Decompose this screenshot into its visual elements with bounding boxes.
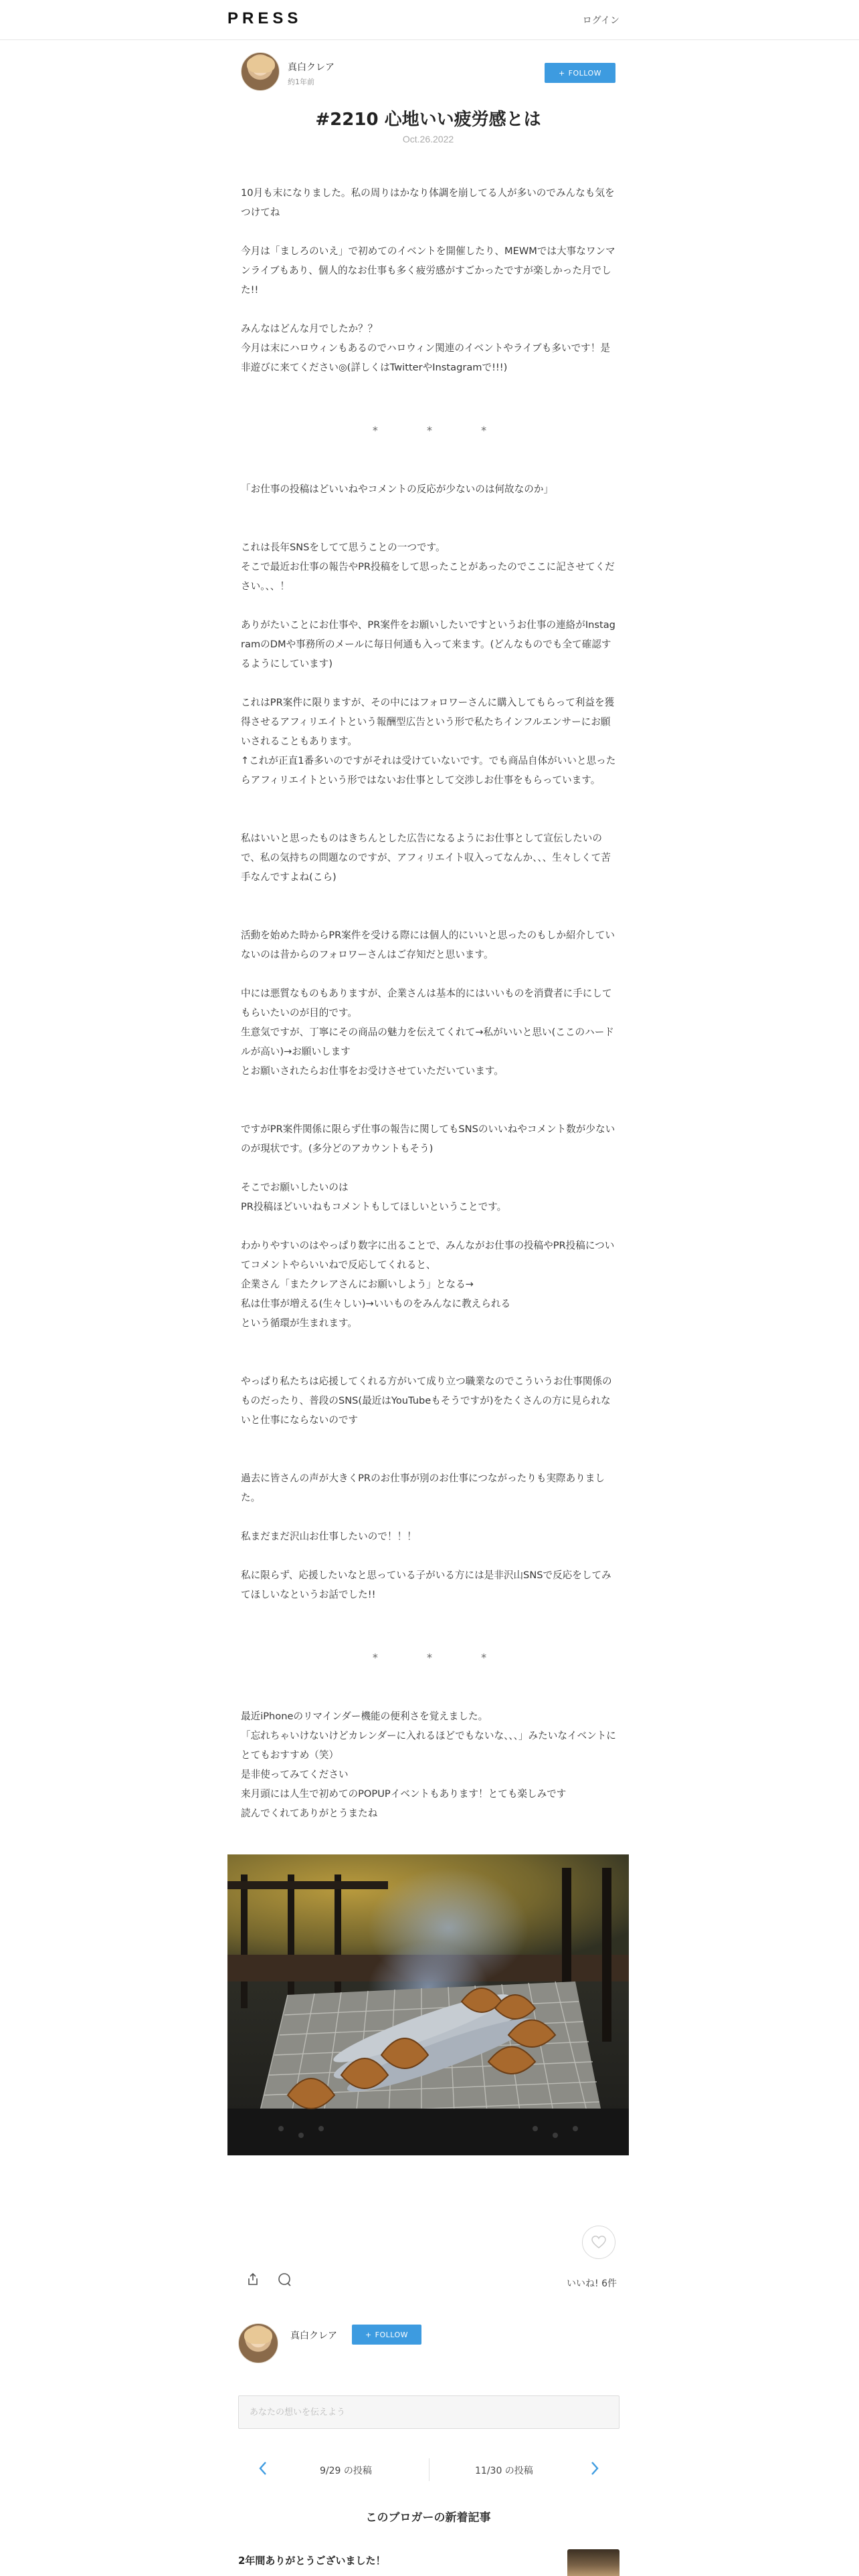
article-paragraph: 私まだまだ沢山お仕事したいので！！！ xyxy=(241,1531,417,1542)
article-paragraph: ですがPR案件関係に限らず仕事の報告に関してもSNSのいいねやコメント数が少ないのが現状です。(多分どのアカウントもそう) xyxy=(241,1123,615,1154)
author-name[interactable]: 真白クレア xyxy=(288,62,335,73)
article-paragraph: 10月も末になりました。私の周りはかなり体調を崩してる人が多いのでみんなも気をつけてね xyxy=(241,187,615,218)
author-name[interactable]: 真白クレア xyxy=(290,2331,337,2341)
chevron-left-icon[interactable] xyxy=(258,2461,268,2478)
recent-post-thumbnail[interactable] xyxy=(567,2549,619,2576)
article-paragraph: 私はいいと思ったものはきちんとした広告になるようにお仕事として宣伝したいので、私の気持ちの問題なのですが、アフィリエイト収入ってなんか、、、生々しくて苦手なんですよね(こら) xyxy=(241,833,611,883)
comment-icon[interactable] xyxy=(277,2272,292,2290)
heart-icon xyxy=(591,2236,606,2249)
pager-divider xyxy=(429,2458,430,2481)
footer-author xyxy=(238,2323,626,2366)
plus-icon: + xyxy=(558,68,565,78)
recent-post-title[interactable]: 2年間ありがとうございました！ xyxy=(238,2555,386,2567)
avatar[interactable] xyxy=(238,2323,278,2363)
grilled-fish-photo xyxy=(227,1854,629,2155)
share-icon[interactable] xyxy=(246,2272,260,2288)
post-relative-time: 約1年前 xyxy=(288,78,314,86)
article-paragraph: 過去に皆さんの声が大きくPRのお仕事が別のお仕事につながったりも実際ありました。 xyxy=(241,1473,605,1503)
follow-button[interactable] xyxy=(352,2325,421,2345)
post-title: #2210 心地いい疲労感とは xyxy=(315,110,541,130)
article-body xyxy=(241,183,618,1823)
section-separator: * * * xyxy=(372,1651,510,1664)
article-paragraph: そこでお願いしたいのは PR投稿ほどいいねもコメントもしてほしいということです。 xyxy=(241,1182,507,1212)
post-pager xyxy=(238,2454,619,2485)
article-paragraph: みんなはどんな月でしたか？？ 今月は末にハロウィンもあるのでハロウィン関連のイベントやライブも多いです！是非遊びに来てください◎(詳しくはTwitterやInstagramで!!!) xyxy=(241,323,610,373)
like-button[interactable] xyxy=(582,2226,615,2259)
recent-posts-heading: このブロガーの新着記事 xyxy=(365,2511,491,2525)
article-paragraph: これは長年SNSをしてて思うことの一つです。 そこで最近お仕事の報告やPR投稿をして思ったことがあったのでここに記させてください。、、！ xyxy=(241,542,615,592)
site-header xyxy=(0,0,859,40)
article-paragraph: これはPR案件に限りますが、その中にはフォロワーさんに購入してもらって利益を獲得させるアフィリエイトという報酬型広告という形で私たちインフルエンサーにお願いされることもあります。 ↑これが正直1番多いのですがそれは受けていないです。でも商品自体がいいと思ったらアフィリエイトという形ではないお仕事として交渉しお仕事をもらっています。 xyxy=(241,697,616,786)
article-paragraph: 今月は「ましろのいえ」で初めてのイベントを開催したり、MEWMでは大事なワンマンライブもあり、個人的なお仕事も多く疲労感がすごかったですが楽しかった月でした!! xyxy=(241,245,615,296)
article-paragraph: 中には悪質なものもありますが、企業さんは基本的にはいいものを消費者に手にしてもらいたいのが目的です。 生意気ですが、丁寧にその商品の魅力を伝えてくれて→私がいいと思い(ここのハードルが高い)→お願いします とお願いされたらお仕事をお受けさせていただいています。 xyxy=(241,988,614,1077)
next-post-link[interactable]: 11/30 の投稿 xyxy=(475,2466,533,2476)
site-logo[interactable]: PRESS xyxy=(227,9,302,27)
article-paragraph: 「お仕事の投稿はどいいねやコメントの反応が少ないのは何故なのか」 xyxy=(241,484,554,495)
grilled-fish-illustration xyxy=(227,1854,629,2155)
list-item[interactable] xyxy=(238,2549,619,2576)
article-paragraph: わかりやすいのはやっぱり数字に出ることで、みんながお仕事の投稿やPR投稿についてコメントやらいいねで反応してくれると、 企業さん「またクレアさんにお願いしよう」となる→ 私は仕事が増える(生々しい)→いいものをみんなに教えられる という循環が生まれます。 xyxy=(241,1240,615,1329)
article-paragraph: ありがたいことにお仕事や、PR案件をお願いしたいですというお仕事の連絡がInstagramのDMや事務所のメールに毎日何通も入って来ます。(どんなものでも全て確認するようにしています) xyxy=(241,619,615,669)
follow-button-label: FOLLOW xyxy=(375,2330,409,2339)
prev-post-link[interactable]: 9/29 の投稿 xyxy=(320,2466,372,2476)
post-date: Oct.26.2022 xyxy=(402,134,454,144)
article-paragraph: やっぱり私たちは応援してくれる方がいて成り立つ職業なのでこういうお仕事関係のものだったり、普段のSNS(最近はYouTubeもそうですが)をたくさんの方に見られないと仕事にならないのです xyxy=(241,1376,612,1426)
article-paragraph: 最近iPhoneのリマインダー機能の便利さを覚えました。 「忘れちゃいけないけどカレンダーに入れるほどでもないな、、、」みたいなイベントにとてもおすすめ（笑） 是非使ってみてください 来月頭には人生で初めてのPOPUPイベントもあります！とても楽しみです 読んでくれてありがとうまたね xyxy=(241,1711,616,1819)
chevron-right-icon[interactable] xyxy=(590,2461,599,2478)
follow-button-label: FOLLOW xyxy=(568,68,602,78)
comment-input[interactable] xyxy=(238,2395,619,2429)
follow-button[interactable] xyxy=(545,63,615,83)
like-count[interactable]: いいね! 6件 xyxy=(567,2278,617,2289)
section-separator: * * * xyxy=(372,424,510,437)
article-paragraph: 私に限らず、応援したいなと思っている子がいる方には是非沢山SNSで反応をしてみてほしいなというお話でした!! xyxy=(241,1570,611,1600)
article-paragraph: 活動を始めた時からPR案件を受ける際には個人的にいいと思ったのもしか紹介していないのは昔からのフォロワーさんはご存知だと思います。 xyxy=(241,930,615,960)
author-row xyxy=(241,52,615,94)
plus-icon: + xyxy=(365,2330,372,2339)
login-link[interactable]: ログイン xyxy=(582,15,619,26)
avatar[interactable] xyxy=(241,52,280,91)
